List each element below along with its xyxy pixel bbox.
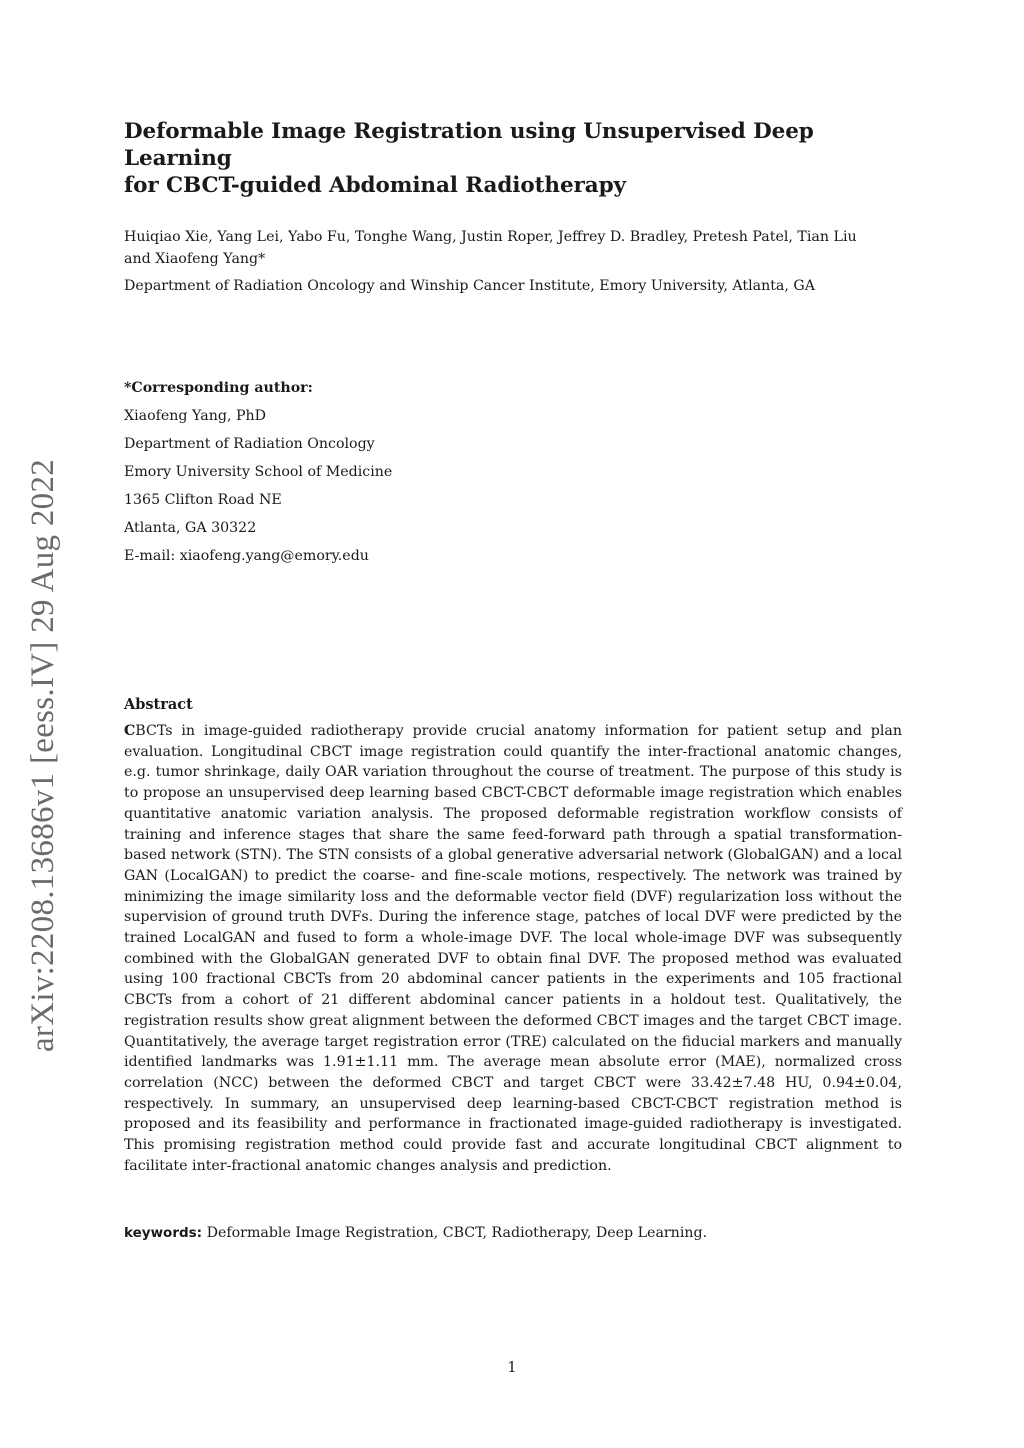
keywords-label: keywords: (124, 1225, 203, 1242)
paper-first-page (124, 118, 902, 1244)
abstract-heading: Abstract (124, 696, 193, 713)
authors-line-2: and Xiaofeng Yang* (124, 251, 266, 267)
corresponding-label: *Corresponding author: (124, 380, 313, 396)
author-list (124, 226, 902, 270)
corresponding-school: Emory University School of Medicine (124, 464, 393, 480)
authors-line-1: Huiqiao Xie, Yang Lei, Yabo Fu, Tonghe Wang, Justin Roper, Jeffrey D. Bradley, Pretesh Patel, Tian Liu (124, 229, 857, 245)
paper-title (124, 118, 902, 199)
arxiv-side-stamp (17, 440, 71, 1070)
page-number: 1 (507, 1360, 517, 1376)
corresponding-name: Xiaofeng Yang, PhD (124, 408, 267, 424)
title-line-1: Deformable Image Registration using Unsupervised Deep Learning (124, 119, 814, 171)
keywords (124, 1222, 902, 1244)
abstract-body (124, 721, 902, 1176)
keywords-text: Deformable Image Registration, CBCT, Radiotherapy, Deep Learning. (206, 1225, 708, 1242)
corresponding-email: E-mail: xiaofeng.yang@emory.edu (124, 548, 369, 564)
corresponding-dept: Department of Radiation Oncology (124, 436, 375, 452)
corresponding-city: Atlanta, GA 30322 (124, 520, 257, 536)
abstract-text: BCTs in image-guided radiotherapy provide crucial anatomy information for patient setup and plan evaluation. Longitudinal CBCT image registration could quantify the inter-fractional anatomic changes, e.g. tumor shrinkage, daily OAR variation throughout the course of treatment. The purpose of this study is to propose an unsupervised deep learning based CBCT-CBCT deformable image registration which enables quantitative anatomic variation analysis. The proposed deformable registration workflow consists of training and inference stages that share the same feed-forward path through a spatial transformation-based network (STN). The STN consists of a global generative adversarial network (GlobalGAN) and a local GAN (LocalGAN) to predict the coarse- and fine-scale motions, respectively. The network was trained by minimizing the image similarity loss and the deformable vector field (DVF) regularization loss without the supervision of ground truth DVFs. During the inference stage, patches of local DVF were predicted by the trained LocalGAN and fused to form a whole-image DVF. The local whole-image DVF was subsequently combined with the GlobalGAN generated DVF to obtain final DVF. The proposed method was evaluated using 100 fractional CBCTs from 20 abdominal cancer patients in the experiments and 105 fractional CBCTs from a cohort of 21 different abdominal cancer patients in a holdout test. Qualitatively, the registration results show great alignment between the deformed CBCT images and the target CBCT image. Quantitatively, the average target registration error (TRE) calculated on the fiducial markers and manually identified landmarks was 1.91±1.11 mm. The average mean absolute error (MAE), normalized cross correlation (NCC) between the deformed CBCT and target CBCT were 33.42±7.48 HU, 0.94±0.04, respectively. In summary, an unsupervised deep learning-based CBCT-CBCT registration method is proposed and its feasibility and performance in fractionated image-guided radiotherapy is investigated. This promising registration method could provide fast and accurate longitudinal CBCT alignment to facilitate inter-fractional anatomic changes analysis and prediction. (124, 723, 902, 1174)
title-line-2: for CBCT-guided Abdominal Radiotherapy (124, 173, 626, 198)
affiliation: Department of Radiation Oncology and Winship Cancer Institute, Emory University, Atlanta, GA (124, 278, 815, 294)
corresponding-author-block (124, 374, 902, 570)
abstract-first-letter: C (124, 723, 136, 739)
corresponding-street: 1365 Clifton Road NE (124, 492, 282, 508)
abstract-section (124, 696, 902, 1176)
arxiv-identifier: arXiv:2208.13686v1 [eess.IV] 29 Aug 2022 (25, 458, 62, 1052)
